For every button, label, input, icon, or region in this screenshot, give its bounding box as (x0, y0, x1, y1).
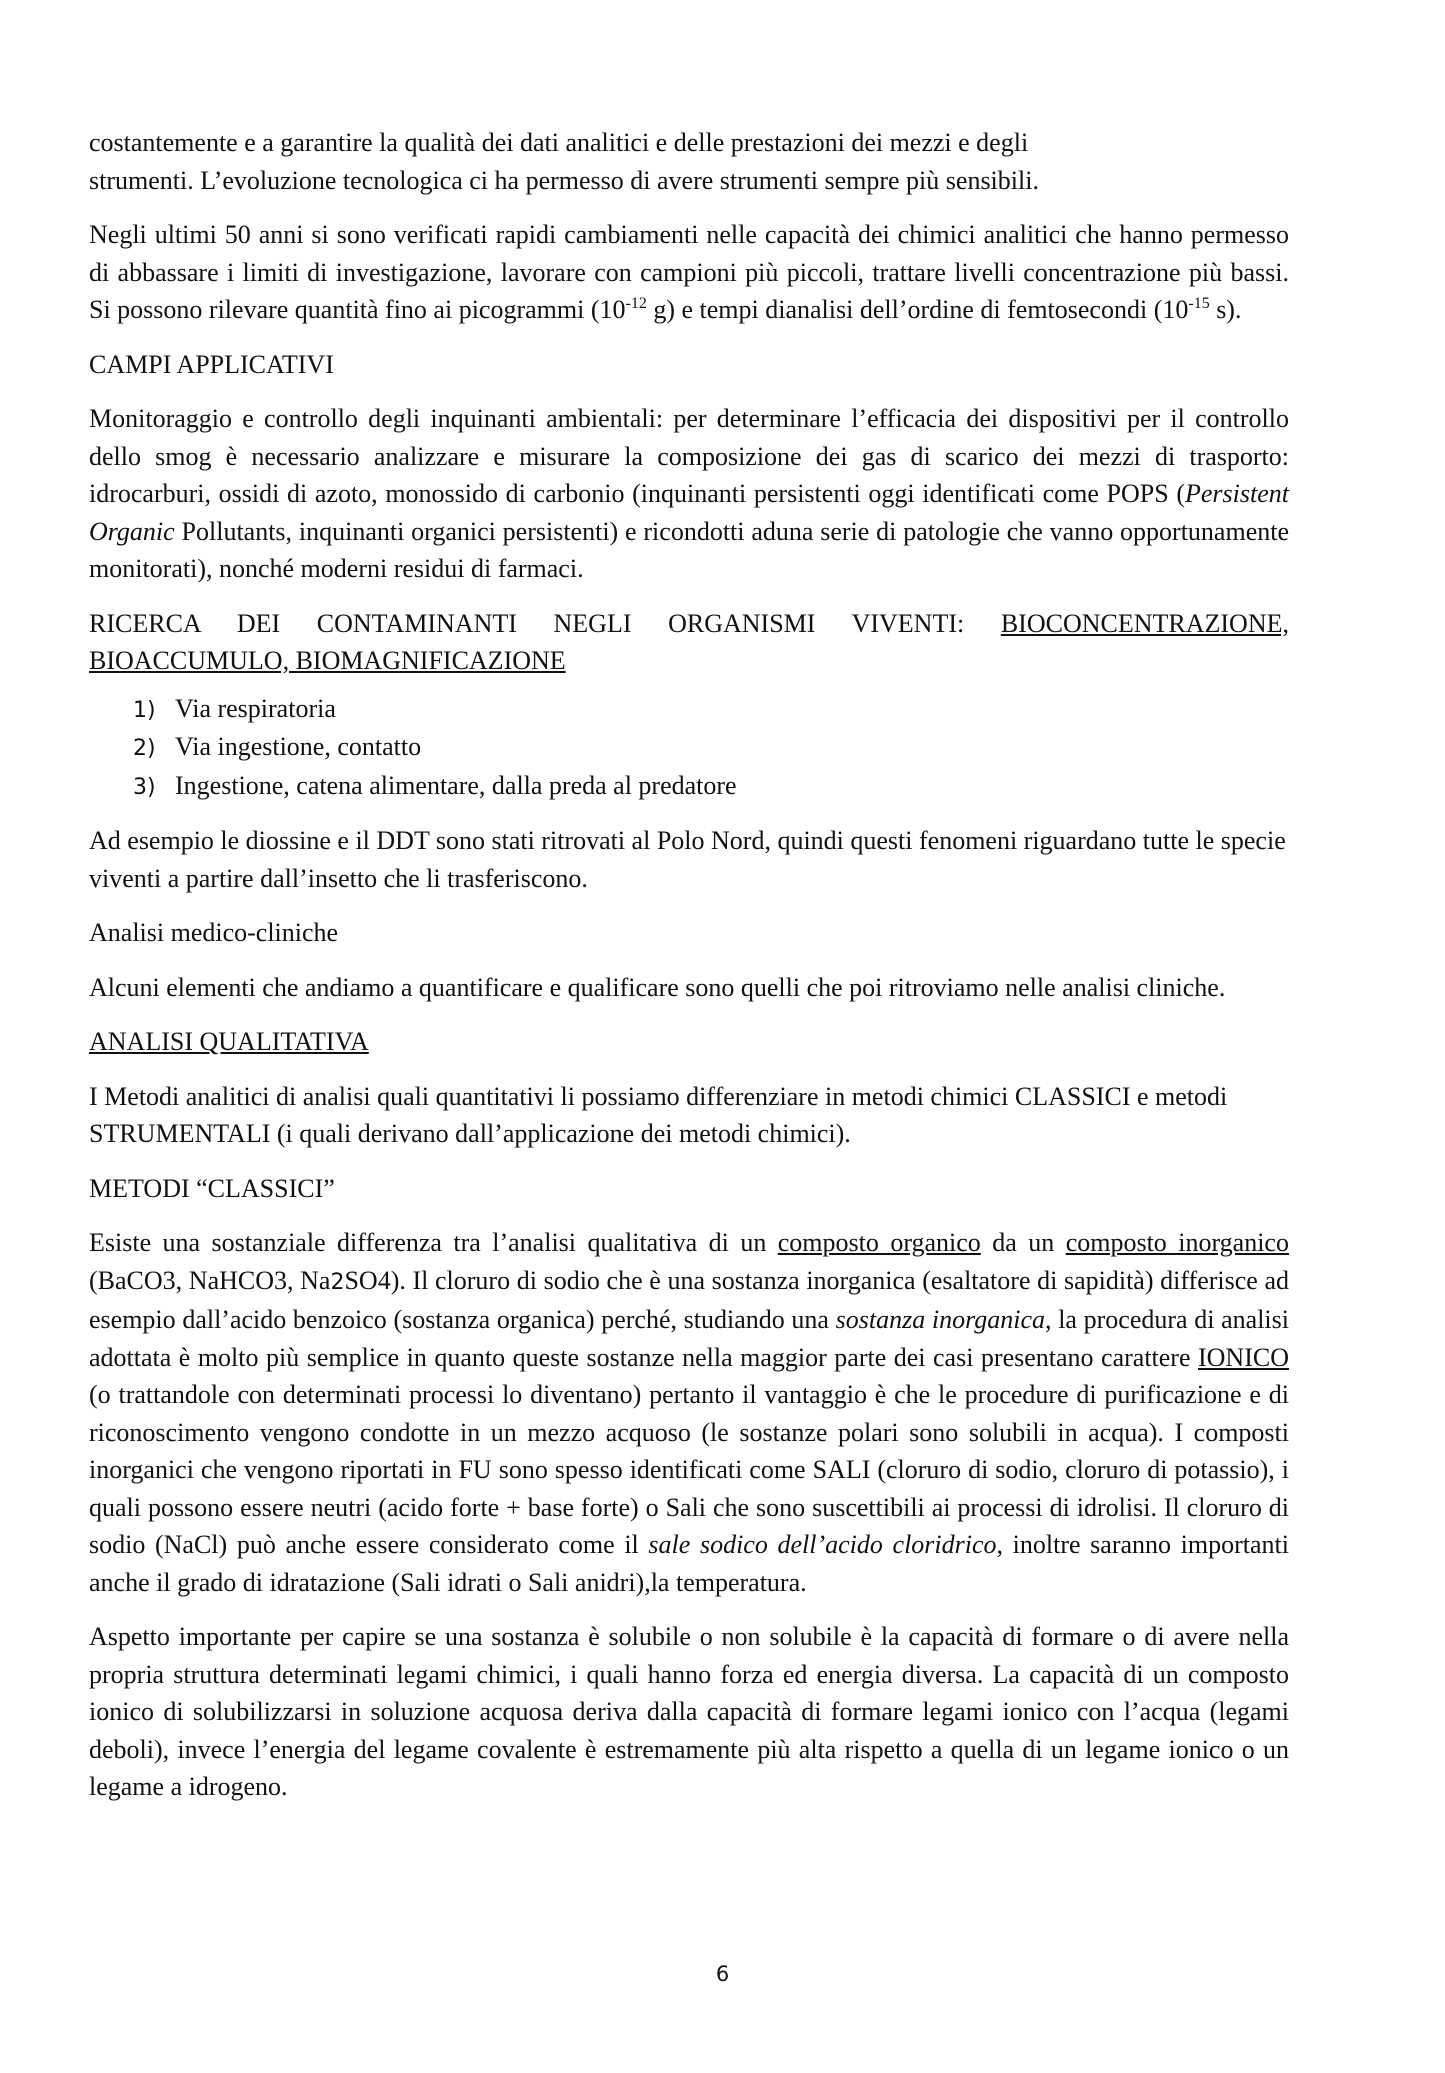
exponent-femto: -15 (1188, 295, 1210, 312)
heading-metodi-classici: METODI “CLASSICI” (89, 1173, 335, 1203)
list-number: 2) (133, 736, 156, 761)
formula-so4: SO4 (344, 1265, 391, 1295)
list-item (133, 767, 1289, 806)
differenza-f: (o trattandole con determinati processi lo diventano) pertanto il vantaggio è che le procedure di purificazione e di riconoscimento vengono condotte in un mezzo acquoso (le sostanze polari sono solubili in acqua). I composti inorganici che vengono riportati in FU sono spesso identificati come SALI (cloruro di sodio, cloruro di potassio), i quali possono essere neutri (acido forte + base forte) o Sali che sono suscettibili ai processi di idrolisi. Il cloruro di sodio (NaCl) può anche essere considerato come il (89, 1380, 1289, 1559)
formula-subscript: 2 (330, 1269, 345, 1295)
ionico-underlined: IONICO (1198, 1342, 1289, 1372)
monitoraggio-text-b: Pollutants, inquinanti organici persistenti) e ricondotti aduna serie di patologie che vanno opportunamente monitorati), nonché moderni residui di farmaci. (89, 516, 1289, 583)
differenza-d: ). Il cloruro di sodio che è una sostanza inorganica (esaltatore di sapidità) differisce ad esempio dall’acido benzoico (sostanza organica) perché, studiando una (89, 1265, 1289, 1334)
paragraph-elementi: Alcuni elementi che andiamo a quantificare e qualificare sono quelli che poi ritroviamo nelle analisi cliniche. (89, 972, 1226, 1002)
link-composto-organico: composto organico (777, 1228, 981, 1257)
paragraph-solubilita: Aspetto importante per capire se una sostanza è solubile o non solubile è la capacità di formare o di avere nella propria struttura determinati legami chimici, i quali hanno forza ed energia diversa. La capacità di un composto ionico di solubilizzarsi in soluzione acquosa deriva dalla capacità di formare legami ionico con l’acqua (legami deboli), invece l’energia del legame covalente è estremamente più alta rispetto a quella di un legame ionico o un legame a idrogeno. (89, 1622, 1289, 1801)
exponent-pico: -12 (625, 295, 647, 312)
page-number: 6 (715, 1962, 730, 1986)
ricerca-underlined-2: BIOACCUMULO, BIOMAGNIFICAZIONE (89, 646, 566, 675)
differenza-c: (BaCO3, NaHCO3, Na (89, 1265, 331, 1295)
paragraph-differenza (89, 1224, 1289, 1601)
heading-campi-applicativi: CAMPI APPLICATIVI (89, 349, 334, 379)
paragraph-monitoraggio (89, 400, 1289, 588)
paragraph-intro (89, 124, 1289, 199)
list-item (133, 728, 1289, 767)
heading-analisi-qualitativa: ANALISI QUALITATIVA (89, 1027, 369, 1056)
differenza-b: da un (980, 1228, 1066, 1257)
heading-ricerca-contaminanti (89, 605, 1289, 680)
list-number: 1) (133, 697, 156, 723)
list-text: Via respiratoria (175, 693, 336, 723)
differenza-italic-2: sale sodico dell’acido cloridrico (648, 1530, 997, 1559)
list-text: Ingestione, catena alimentare, dalla preda al predatore (175, 770, 737, 800)
differenza-g: , inoltre saranno importanti anche il grado di idratazione (Sali idrati o Sali anidri),la temperatura. (89, 1530, 1289, 1597)
list-text: Via ingestione, contatto (175, 732, 422, 761)
document-page (89, 124, 1289, 1806)
link-composto-inorganico: composto inorganico (1065, 1228, 1289, 1257)
ricerca-plain: RICERCA DEI CONTAMINANTI NEGLI ORGANISMI VIVENTI: (89, 608, 1001, 638)
progress-end: s). (1209, 295, 1242, 324)
intro-line-1: costantemente e a garantire la qualità dei dati analitici e delle prestazioni dei mezzi e degli (89, 128, 1029, 157)
paragraph-metodi-analitici: I Metodi analitici di analisi quali quantitativi li possiamo differenziare in metodi chimici CLASSICI e metodi STRUMENTALI (i quali derivano dall’applicazione dei metodi chimici). (89, 1081, 1228, 1148)
ricerca-underlined-1: BIOCONCENTRAZIONE, (1000, 608, 1289, 638)
paragraph-diossine: Ad esempio le diossine e il DDT sono stati ritrovati al Polo Nord, quindi questi fenomeni riguardano tutte le specie viventi a partire dall’insetto che li trasferiscono. (89, 826, 1286, 893)
heading-analisi-medico: Analisi medico-cliniche (89, 918, 339, 947)
progress-text: Negli ultimi 50 anni si sono verificati rapidi cambiamenti nelle capacità dei chimici analitici che hanno permesso di abbassare i limiti di investigazione, lavorare con campioni più piccoli, trattare livelli concentrazione più bassi. Si possono rilevare quantità fino ai picogrammi (10 (89, 220, 1289, 324)
monitoraggio-text-a: Monitoraggio e controllo degli inquinanti ambientali: per determinare l’efficacia dei dispositivi per il controllo dello smog è necessario analizzare e misurare la composizione dei gas di scarico dei mezzi di trasporto: idrocarburi, ossidi di azoto, monossido di carbonio (inquinanti persistenti oggi identificati come POPS ( (89, 404, 1289, 508)
differenza-e: , la procedura di analisi adottata è molto più semplice in quanto queste sostanze nella maggior parte dei casi presentano carattere (89, 1305, 1289, 1372)
differenza-a: Esiste una sostanziale differenza tra l’analisi qualitativa di un (89, 1228, 778, 1257)
monitoraggio-italic: Persistent Organic (89, 479, 1289, 546)
list-number: 3) (133, 774, 156, 800)
intro-line-2: strumenti. L’evoluzione tecnologica ci ha permesso di avere strumenti sempre più sensibili. (89, 165, 1039, 195)
differenza-italic-1: sostanza inorganica (835, 1305, 1046, 1334)
numbered-list (89, 690, 1289, 806)
progress-mid: g) e tempi dianalisi dell’ordine di femtosecondi (10 (646, 295, 1189, 324)
paragraph-progress (89, 216, 1289, 329)
list-item (133, 690, 1289, 729)
